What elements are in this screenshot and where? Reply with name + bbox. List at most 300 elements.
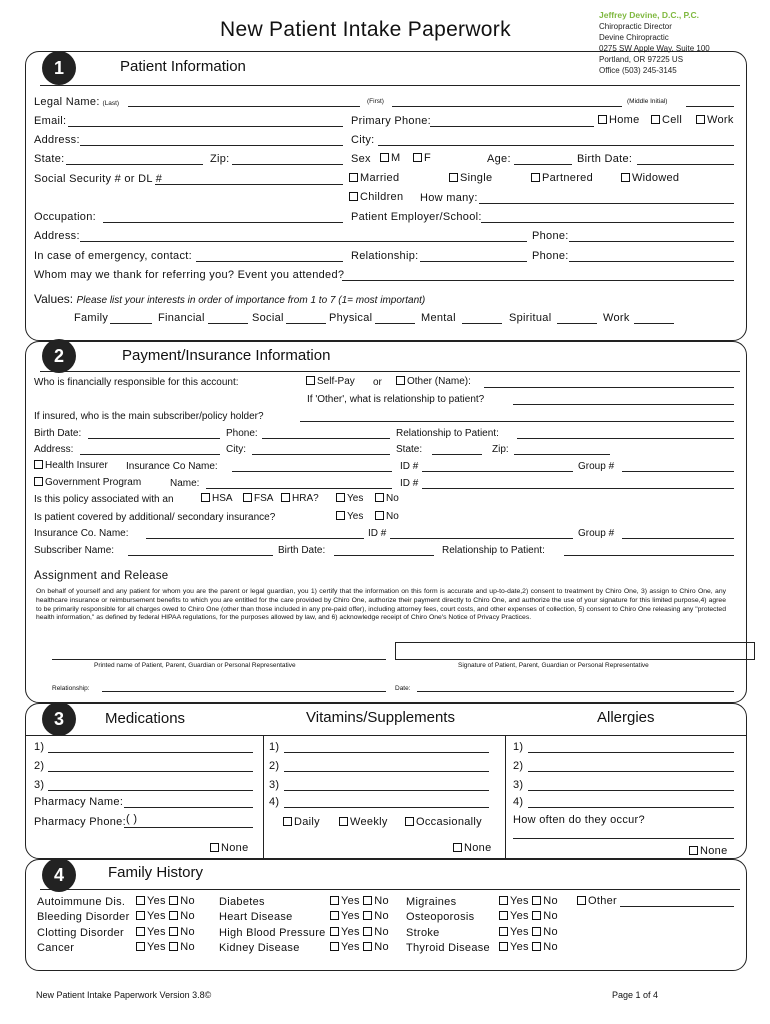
ins-co-name-field[interactable] bbox=[232, 471, 392, 472]
all-1-label: 1) bbox=[513, 741, 524, 753]
no-checkbox[interactable] bbox=[532, 942, 541, 951]
employer-label: Patient Employer/School: bbox=[351, 211, 482, 223]
office-address-line2: Portland, OR 97225 US bbox=[599, 55, 684, 64]
partnered-label: Partnered bbox=[542, 172, 594, 184]
weekly-checkbox[interactable] bbox=[339, 817, 348, 826]
secondary-yes-label: Yes bbox=[347, 511, 364, 522]
other-name-field[interactable] bbox=[484, 387, 734, 388]
yes-checkbox[interactable] bbox=[499, 896, 508, 905]
occasionally-label: Occasionally bbox=[416, 816, 482, 828]
referral-field[interactable] bbox=[342, 280, 734, 281]
fh-bleeding-yn[interactable] bbox=[136, 910, 195, 922]
yes-checkbox[interactable] bbox=[330, 896, 339, 905]
sex-f-checkbox[interactable] bbox=[413, 153, 422, 162]
birth-date-field[interactable] bbox=[637, 164, 734, 165]
responsible-label: Who is financially responsible for this account: bbox=[34, 377, 239, 388]
cell-checkbox[interactable] bbox=[651, 115, 660, 124]
no-label: No bbox=[180, 926, 195, 938]
city-label: City: bbox=[351, 134, 375, 146]
vitamins-title: Vitamins/Supplements bbox=[306, 709, 455, 726]
primary-phone-label: Primary Phone: bbox=[351, 115, 432, 127]
secondary-question: Is patient covered by additional/ secondary insurance? bbox=[34, 512, 276, 523]
ins-id2-field[interactable] bbox=[390, 538, 573, 539]
office-practice-type: Chiropractic Director bbox=[599, 22, 672, 31]
state-field[interactable] bbox=[66, 164, 203, 165]
secondary-yes-checkbox[interactable] bbox=[336, 511, 345, 520]
hra-label: HRA? bbox=[292, 493, 319, 504]
home-checkbox[interactable] bbox=[598, 115, 607, 124]
single-checkbox[interactable] bbox=[449, 173, 458, 182]
ins-group2-label: Group # bbox=[578, 528, 615, 539]
yes-checkbox[interactable] bbox=[136, 896, 145, 905]
no-label: No bbox=[543, 910, 558, 922]
gov-id-field[interactable] bbox=[422, 488, 734, 489]
children-checkbox[interactable] bbox=[349, 192, 358, 201]
if-other-field[interactable] bbox=[513, 404, 734, 405]
signature-box[interactable] bbox=[395, 642, 755, 660]
ins-group-label: Group # bbox=[578, 461, 615, 472]
occupation-field[interactable] bbox=[103, 222, 343, 223]
ins-group2-field[interactable] bbox=[622, 538, 734, 539]
other-name-label: Other (Name): bbox=[407, 376, 471, 387]
how-often-label: How often do they occur? bbox=[513, 814, 645, 826]
status-widowed[interactable] bbox=[621, 172, 679, 184]
yes-checkbox[interactable] bbox=[136, 942, 145, 951]
phone-type-work[interactable] bbox=[696, 114, 734, 126]
yes-checkbox[interactable] bbox=[330, 942, 339, 951]
yes-checkbox[interactable] bbox=[136, 911, 145, 920]
meds-none[interactable] bbox=[210, 842, 249, 854]
subscriber-rel-field[interactable] bbox=[564, 555, 734, 556]
middle-initial-field[interactable] bbox=[686, 106, 734, 107]
allergies-title: Allergies bbox=[597, 709, 655, 726]
fh-cancer-yn[interactable] bbox=[136, 941, 195, 953]
address-label: Address: bbox=[34, 134, 80, 146]
daily-checkbox[interactable] bbox=[283, 817, 292, 826]
subscriber-birth-field[interactable] bbox=[334, 555, 434, 556]
medications-title: Medications bbox=[105, 710, 186, 727]
employer-address-field[interactable] bbox=[80, 241, 527, 242]
med-3-label: 3) bbox=[34, 779, 45, 791]
state-label: State: bbox=[34, 153, 65, 165]
assignment-title: Assignment and Release bbox=[34, 570, 169, 582]
fsa-checkbox[interactable] bbox=[243, 493, 252, 502]
fh-heart-yn[interactable] bbox=[330, 910, 389, 922]
gov-name-label: Name: bbox=[170, 478, 200, 489]
sex-m-label: M bbox=[391, 152, 401, 164]
med-3-field[interactable] bbox=[48, 790, 253, 791]
no-checkbox[interactable] bbox=[363, 927, 372, 936]
vit-daily[interactable] bbox=[283, 816, 320, 828]
fsa-label: FSA bbox=[254, 493, 274, 504]
all-2-label: 2) bbox=[513, 760, 524, 772]
value-financial: Financial bbox=[158, 312, 205, 324]
pharmacy-name-field[interactable] bbox=[124, 807, 253, 808]
section-2-number: 2 bbox=[42, 339, 76, 373]
all-4-field[interactable] bbox=[528, 807, 734, 808]
ssn-field[interactable] bbox=[155, 184, 343, 185]
date-field[interactable] bbox=[417, 691, 734, 692]
how-many-field[interactable] bbox=[479, 203, 734, 204]
allergies-none[interactable] bbox=[689, 845, 728, 857]
sex-label: Sex bbox=[351, 153, 371, 165]
fh-heart: Heart Disease bbox=[219, 911, 293, 923]
if-other-label: If 'Other', what is relationship to patient? bbox=[307, 394, 485, 405]
section-1-title: Patient Information bbox=[120, 58, 246, 75]
office-doctor-name: Jeffrey Devine, D.C., P.C. bbox=[599, 10, 699, 20]
fh-clotting: Clotting Disorder bbox=[37, 927, 125, 939]
gov-program-checkbox[interactable] bbox=[34, 477, 43, 486]
phone-type-cell[interactable] bbox=[651, 114, 682, 126]
sub-phone-field[interactable] bbox=[262, 438, 390, 439]
sub-birth-date-label: Birth Date: bbox=[34, 428, 82, 439]
hsa-yes-checkbox[interactable] bbox=[336, 493, 345, 502]
sub-address-field[interactable] bbox=[80, 454, 220, 455]
no-checkbox[interactable] bbox=[363, 896, 372, 905]
health-insurer-checkbox[interactable] bbox=[34, 460, 43, 469]
health-insurer-label: Health Insurer bbox=[45, 460, 108, 471]
no-checkbox[interactable] bbox=[532, 911, 541, 920]
fh-autoimmune: Autoimmune Dis. bbox=[37, 896, 126, 908]
sub-state-field[interactable] bbox=[432, 454, 482, 455]
value-physical: Physical bbox=[329, 312, 373, 324]
gov-id-label: ID # bbox=[400, 478, 419, 489]
vit-4-field[interactable] bbox=[284, 807, 489, 808]
fh-cancer: Cancer bbox=[37, 942, 75, 954]
vit-none-checkbox[interactable] bbox=[453, 843, 462, 852]
fh-other[interactable] bbox=[577, 895, 617, 907]
children[interactable] bbox=[349, 191, 403, 203]
section-4-number: 4 bbox=[42, 858, 76, 892]
secondary-no-checkbox[interactable] bbox=[375, 511, 384, 520]
no-label: No bbox=[374, 926, 389, 938]
vit-2-label: 2) bbox=[269, 760, 280, 772]
sex-f-label: F bbox=[424, 152, 432, 164]
employer-phone-label: Phone: bbox=[532, 230, 569, 242]
med-1-field[interactable] bbox=[48, 752, 253, 753]
gov-name-field[interactable] bbox=[206, 488, 392, 489]
value-family-field[interactable] bbox=[110, 323, 152, 324]
no-label: No bbox=[374, 910, 389, 922]
occupation-label: Occupation: bbox=[34, 211, 97, 223]
ins-co2-label: Insurance Co. Name: bbox=[34, 528, 129, 539]
fh-diabetes-yn[interactable] bbox=[330, 895, 389, 907]
yes-checkbox[interactable] bbox=[330, 911, 339, 920]
value-spiritual-field[interactable] bbox=[557, 323, 597, 324]
hsa-no-checkbox[interactable] bbox=[375, 493, 384, 502]
age-label: Age: bbox=[487, 153, 511, 165]
secondary-no[interactable] bbox=[375, 511, 399, 522]
employer-phone-field[interactable] bbox=[569, 241, 734, 242]
values-label: Values: bbox=[34, 292, 74, 306]
footer-version: New Patient Intake Paperwork Version 3.8© bbox=[36, 990, 212, 1000]
subscriber-label: Subscriber Name: bbox=[34, 545, 115, 556]
other-name-checkbox[interactable] bbox=[396, 376, 405, 385]
ins-co2-field[interactable] bbox=[146, 538, 364, 539]
widowed-label: Widowed bbox=[632, 172, 680, 184]
hsa-no[interactable] bbox=[375, 493, 399, 504]
value-mental-field[interactable] bbox=[462, 323, 502, 324]
hsa-yes[interactable] bbox=[336, 493, 363, 504]
fh-hbp: High Blood Pressure bbox=[219, 927, 326, 939]
yes-checkbox[interactable] bbox=[136, 927, 145, 936]
yes-label: Yes bbox=[147, 926, 166, 938]
emergency-phone-label: Phone: bbox=[532, 250, 569, 262]
value-financial-field[interactable] bbox=[208, 323, 248, 324]
other-checkbox[interactable] bbox=[577, 896, 586, 905]
emergency-field[interactable] bbox=[196, 261, 343, 262]
sub-zip-field[interactable] bbox=[514, 454, 610, 455]
secondary-yes[interactable] bbox=[336, 511, 363, 522]
yes-checkbox[interactable] bbox=[330, 927, 339, 936]
sub-city-label: City: bbox=[226, 444, 246, 455]
fh-thyroid: Thyroid Disease bbox=[406, 942, 490, 954]
all-3-field[interactable] bbox=[528, 790, 734, 791]
no-label: No bbox=[543, 941, 558, 953]
how-often-field[interactable] bbox=[513, 838, 734, 839]
no-checkbox[interactable] bbox=[169, 911, 178, 920]
no-label: No bbox=[374, 895, 389, 907]
hra[interactable] bbox=[281, 493, 319, 504]
yes-label: Yes bbox=[341, 926, 360, 938]
zip-field[interactable] bbox=[232, 164, 343, 165]
section-1-number: 1 bbox=[42, 51, 76, 85]
assignment-text: On behalf of yourself and any patient for whom you are the parent or legal guardian, you 1) certify that the information on this form is accurate and up-to-date,2) consent to treatment by Chiro One, 3) assign to Chiro One, any healthcare insurance or reimbursement benefits to which you are entitled for the care provided by Chiro One, authorize their payment directly to Chiro One, and authorize the use of your signature for this limited purpose,4) agree to be primarily responsible for all charges owed to Chiro One (other than those included in any pre-paid offer), including attorney fees, court costs, and other expenses of collection, 5) consent to Chiro One releasing any "protected health information," as defined by federal HIPAA regulations, for the purposes allowed by law, and 6) acknowledge receipt of Chiro One's Notice of Privacy Practices. bbox=[36, 588, 726, 622]
fh-thyroid-yn[interactable] bbox=[499, 941, 558, 953]
office-practice: Devine Chiropractic bbox=[599, 33, 669, 42]
gov-program[interactable] bbox=[34, 477, 141, 488]
employer-field[interactable] bbox=[481, 222, 734, 223]
gov-program-label: Government Program bbox=[45, 477, 142, 488]
status-married[interactable] bbox=[349, 172, 399, 184]
employer-address-label: Address: bbox=[34, 230, 80, 242]
no-label: No bbox=[543, 926, 558, 938]
work-checkbox[interactable] bbox=[696, 115, 705, 124]
how-many-label: How many: bbox=[420, 192, 478, 204]
yes-label: Yes bbox=[341, 910, 360, 922]
yes-label: Yes bbox=[510, 910, 529, 922]
if-insured-field[interactable] bbox=[300, 421, 734, 422]
last-label: (Last) bbox=[102, 100, 120, 107]
value-spiritual: Spiritual bbox=[509, 312, 552, 324]
allergies-none-label: None bbox=[700, 845, 728, 857]
ins-id2-label: ID # bbox=[368, 528, 387, 539]
ins-co-name-label: Insurance Co Name: bbox=[126, 461, 218, 472]
first-label: (First) bbox=[367, 98, 384, 105]
ins-id-label: ID # bbox=[400, 461, 419, 472]
birth-date-label: Birth Date: bbox=[577, 153, 633, 165]
status-partnered[interactable] bbox=[531, 172, 593, 184]
children-label: Children bbox=[360, 191, 404, 203]
work-label: Work bbox=[707, 114, 734, 126]
fh-diabetes: Diabetes bbox=[219, 896, 265, 908]
fh-hbp-yn[interactable] bbox=[330, 926, 389, 938]
hra-checkbox[interactable] bbox=[281, 493, 290, 502]
vit-none-label: None bbox=[464, 842, 492, 854]
first-name-field[interactable] bbox=[392, 106, 622, 107]
no-label: No bbox=[180, 910, 195, 922]
printed-name-field[interactable] bbox=[52, 659, 386, 660]
fh-other-field[interactable] bbox=[620, 906, 734, 907]
other-name[interactable] bbox=[396, 376, 471, 387]
sub-rel-field[interactable] bbox=[517, 438, 734, 439]
self-pay[interactable] bbox=[306, 376, 355, 387]
subscriber-field[interactable] bbox=[128, 555, 273, 556]
married-label: Married bbox=[360, 172, 400, 184]
fh-bleeding: Bleeding Disorder bbox=[37, 911, 130, 923]
fh-migraines-yn[interactable] bbox=[499, 895, 558, 907]
no-checkbox[interactable] bbox=[532, 896, 541, 905]
if-insured-label: If insured, who is the main subscriber/policy holder? bbox=[34, 411, 264, 422]
all-3-label: 3) bbox=[513, 779, 524, 791]
pharmacy-phone-field[interactable] bbox=[124, 827, 253, 828]
ins-id-field[interactable] bbox=[422, 471, 573, 472]
hsa-checkbox[interactable] bbox=[201, 493, 210, 502]
fh-kidney-yn[interactable] bbox=[330, 941, 389, 953]
vit-1-field[interactable] bbox=[284, 752, 489, 753]
relationship-sig-field[interactable] bbox=[102, 691, 386, 692]
no-checkbox[interactable] bbox=[169, 927, 178, 936]
med-2-field[interactable] bbox=[48, 771, 253, 772]
med-2-label: 2) bbox=[34, 760, 45, 772]
sex-m-checkbox[interactable] bbox=[380, 153, 389, 162]
vit-occasionally[interactable] bbox=[405, 816, 482, 828]
printed-name-label: Printed name of Patient, Parent, Guardian or Personal Representative bbox=[94, 662, 296, 669]
section-4-title: Family History bbox=[108, 864, 204, 881]
emergency-phone-field[interactable] bbox=[569, 261, 734, 262]
hsa-label: HSA bbox=[212, 493, 233, 504]
vit-weekly[interactable] bbox=[339, 816, 388, 828]
sub-city-field[interactable] bbox=[252, 454, 390, 455]
sub-birth-date-field[interactable] bbox=[88, 438, 220, 439]
no-checkbox[interactable] bbox=[169, 942, 178, 951]
fh-autoimmune-yn[interactable] bbox=[136, 895, 195, 907]
values-description: Please list your interests in order of importance from 1 to 7 (1= most important) bbox=[76, 295, 426, 306]
occasionally-checkbox[interactable] bbox=[405, 817, 414, 826]
address-field[interactable] bbox=[80, 145, 343, 146]
all-2-field[interactable] bbox=[528, 771, 734, 772]
value-social-field[interactable] bbox=[286, 323, 326, 324]
cell-label: Cell bbox=[662, 114, 683, 126]
med-1-label: 1) bbox=[34, 741, 45, 753]
primary-phone-field[interactable] bbox=[430, 126, 594, 127]
daily-label: Daily bbox=[294, 816, 320, 828]
subscriber-birth-label: Birth Date: bbox=[278, 545, 326, 556]
self-pay-checkbox[interactable] bbox=[306, 376, 315, 385]
email-field[interactable] bbox=[68, 126, 343, 127]
last-name-field[interactable] bbox=[128, 106, 360, 107]
sub-rel-label: Relationship to Patient: bbox=[396, 428, 499, 439]
sex-f[interactable] bbox=[413, 152, 431, 164]
all-1-field[interactable] bbox=[528, 752, 734, 753]
fh-clotting-yn[interactable] bbox=[136, 926, 195, 938]
city-field[interactable] bbox=[378, 145, 734, 146]
married-checkbox[interactable] bbox=[349, 173, 358, 182]
fh-stroke: Stroke bbox=[406, 927, 440, 939]
fh-stroke-yn[interactable] bbox=[499, 926, 558, 938]
widowed-checkbox[interactable] bbox=[621, 173, 630, 182]
ins-group-field[interactable] bbox=[622, 471, 734, 472]
yes-label: Yes bbox=[147, 895, 166, 907]
yes-checkbox[interactable] bbox=[499, 927, 508, 936]
all-4-label: 4) bbox=[513, 796, 524, 808]
pharmacy-name-label: Pharmacy Name: bbox=[34, 796, 124, 808]
vit-none[interactable] bbox=[453, 842, 492, 854]
yes-label: Yes bbox=[147, 910, 166, 922]
value-work-field[interactable] bbox=[634, 323, 674, 324]
sex-m[interactable] bbox=[380, 152, 400, 164]
email-label: Email: bbox=[34, 115, 67, 127]
yes-label: Yes bbox=[510, 895, 529, 907]
sub-state-label: State: bbox=[396, 444, 423, 455]
zip-label: Zip: bbox=[210, 153, 230, 165]
fh-osteoporosis-yn[interactable] bbox=[499, 910, 558, 922]
value-mental: Mental bbox=[421, 312, 456, 324]
other-label: Other bbox=[588, 895, 618, 907]
fh-osteoporosis: Osteoporosis bbox=[406, 911, 475, 923]
legal-name-label: Legal Name: bbox=[34, 96, 100, 108]
vit-1-label: 1) bbox=[269, 741, 280, 753]
hsa[interactable] bbox=[201, 493, 233, 504]
no-checkbox[interactable] bbox=[532, 927, 541, 936]
page-title: New Patient Intake Paperwork bbox=[220, 18, 511, 41]
age-field[interactable] bbox=[514, 164, 572, 165]
vit-3-label: 3) bbox=[269, 779, 280, 791]
relationship-label: Relationship: bbox=[351, 250, 419, 262]
value-physical-field[interactable] bbox=[375, 323, 415, 324]
section-3-number: 3 bbox=[42, 702, 76, 736]
yes-checkbox[interactable] bbox=[499, 911, 508, 920]
value-family: Family bbox=[74, 312, 109, 324]
vit-2-field[interactable] bbox=[284, 771, 489, 772]
value-work: Work bbox=[603, 312, 630, 324]
no-checkbox[interactable] bbox=[363, 942, 372, 951]
yes-label: Yes bbox=[510, 926, 529, 938]
meds-none-checkbox[interactable] bbox=[210, 843, 219, 852]
hsa-no-label: No bbox=[386, 493, 399, 504]
sub-phone-label: Phone: bbox=[226, 428, 258, 439]
yes-checkbox[interactable] bbox=[499, 942, 508, 951]
yes-label: Yes bbox=[510, 941, 529, 953]
allergies-none-checkbox[interactable] bbox=[689, 846, 698, 855]
status-single[interactable] bbox=[449, 172, 492, 184]
office-address-line1: 0275 SW Apple Way, Suite 100 bbox=[599, 44, 710, 53]
referral-label: Whom may we thank for referring you? Event you attended? bbox=[34, 269, 345, 281]
meds-none-label: None bbox=[221, 842, 249, 854]
health-insurer[interactable] bbox=[34, 460, 108, 471]
fsa[interactable] bbox=[243, 493, 273, 504]
no-checkbox[interactable] bbox=[363, 911, 372, 920]
fh-kidney: Kidney Disease bbox=[219, 942, 300, 954]
hsa-question: Is this policy associated with an bbox=[34, 494, 174, 505]
secondary-no-label: No bbox=[386, 511, 399, 522]
no-checkbox[interactable] bbox=[169, 896, 178, 905]
weekly-label: Weekly bbox=[350, 816, 388, 828]
fh-migraines: Migraines bbox=[406, 896, 457, 908]
date-label: Date: bbox=[395, 685, 411, 692]
vit-3-field[interactable] bbox=[284, 790, 489, 791]
relationship-field[interactable] bbox=[420, 261, 527, 262]
home-label: Home bbox=[609, 114, 640, 126]
pharmacy-phone-paren: ( ) bbox=[126, 813, 138, 825]
self-pay-label: Self-Pay bbox=[317, 376, 355, 387]
middle-label: (Middle Initial) bbox=[627, 98, 668, 105]
partnered-checkbox[interactable] bbox=[531, 173, 540, 182]
yes-label: Yes bbox=[147, 941, 166, 953]
relationship-sig-label: Relationship: bbox=[52, 685, 90, 692]
phone-type-home[interactable] bbox=[598, 114, 640, 126]
hsa-yes-label: Yes bbox=[347, 493, 364, 504]
